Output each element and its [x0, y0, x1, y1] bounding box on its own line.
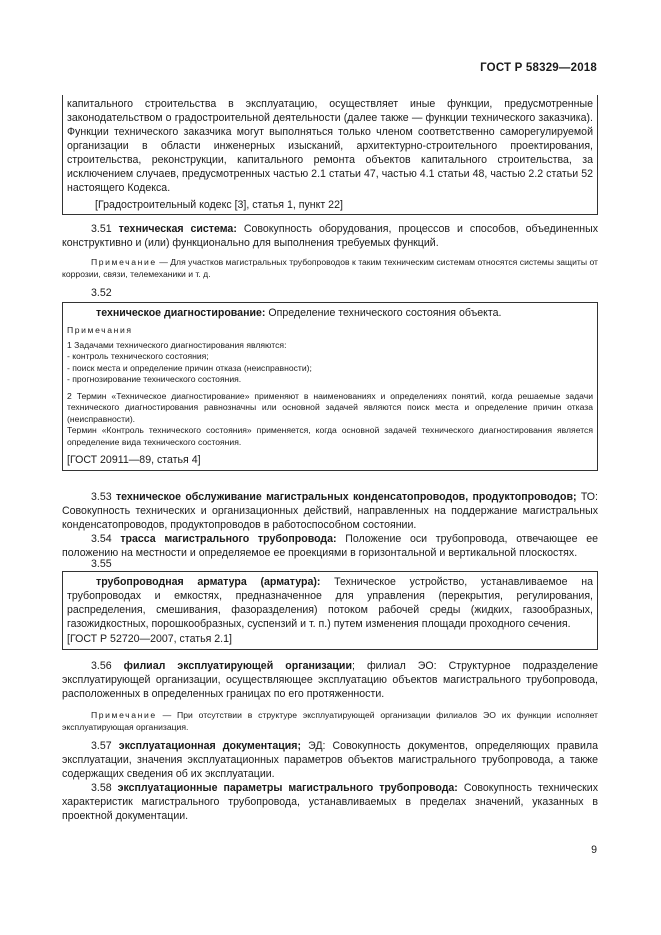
- note-label: Примечание: [91, 257, 157, 267]
- term-name: эксплуатационные параметры магистрального трубопровода:: [117, 782, 458, 794]
- term-3-57-definition: [62, 739, 598, 781]
- term-name: техническое диагностирование:: [96, 307, 266, 319]
- note-2: 2 Термин «Техническое диагностирование» применяют в наименованиях и определениях понятий, когда решаемые задачи технического диагностирования равнозначны или основной задачей являются поиск места и определение причин отказа (неисправности).: [67, 390, 593, 424]
- term-definition: Техническое устройство, устанавливаемое на трубопроводах и емкостях, предназначенное для управления (перекрытия, регулирования, распределения, смешивания, фазоразделения) потоком рабочей среды (жидких, газообразных, газожидкостных, порошкообразных, суспензий и т. п.) путем изменения площади проходного сечения.: [67, 576, 593, 630]
- box-top-source: [Градостроительный кодекс [3], статья 1, пункт 22]: [95, 199, 343, 211]
- term-3-58-definition: [62, 781, 598, 823]
- term-3-52-number: [62, 286, 598, 300]
- term-name: трубопроводная арматура (арматура):: [96, 576, 321, 588]
- term-3-51: [62, 222, 598, 280]
- list-item: - прогнозирование технического состояния.: [67, 374, 242, 384]
- list-item: - поиск места и определение причин отказа (неисправности);: [67, 362, 312, 373]
- notes-label: Примечания: [67, 325, 133, 335]
- document-id: ГОСТ Р 58329—2018: [480, 62, 597, 74]
- term-name: техническое обслуживание магистральных конденсатопроводов, продуктопроводов;: [115, 491, 577, 503]
- term-3-55-box: [62, 571, 598, 650]
- term-3-51-definition: [62, 222, 598, 250]
- term-number: 3.54: [91, 533, 112, 545]
- term-number: 3.55: [91, 558, 112, 570]
- term-3-55-number: [62, 557, 598, 571]
- note-label: Примечание: [91, 710, 157, 720]
- term-3-55-source: [ГОСТ Р 52720—2007, статья 2.1]: [67, 633, 232, 645]
- term-3-56-definition: [62, 659, 598, 701]
- term-number: 3.58: [91, 782, 112, 794]
- term-name: техническая система:: [118, 223, 237, 235]
- terms-3-53-3-54: [62, 490, 598, 560]
- note-3: Термин «Контроль технического состояния» применяется, когда основной задачей технического диагностирования является определение вида технического состояния.: [67, 425, 593, 447]
- term-definition: ЭД: Совокупность документов, определяющих правила эксплуатации, значения эксплуатационных параметров объектов магистрального трубопровода, а также содержащих сведения об их эксплуатации.: [62, 740, 598, 780]
- term-3-52-definition: [67, 306, 593, 320]
- term-3-52-box: [62, 302, 598, 471]
- term-definition: Положение оси трубопровода, отвечающее ее положению на местности и определяемое ее проекциями в горизонтальной и вертикальной плоскостях.: [62, 533, 599, 559]
- term-3-55-definition: [67, 575, 593, 631]
- term-definition: Определение технического состояния объекта.: [265, 307, 502, 319]
- term-number: 3.57: [91, 740, 112, 752]
- term-3-56-note: [62, 710, 598, 733]
- term-name: филиал эксплуатирующей организации: [123, 660, 352, 672]
- note-1: 1 Задачами технического диагностирования являются:: [67, 339, 287, 350]
- term-3-53-definition: [62, 490, 598, 532]
- term-definition: ТО: Совокупность технических и организационных действий, направленных на поддержание магистральных конденсатопроводов, продуктопроводов в работоспособном состоянии.: [62, 491, 598, 531]
- term-name: эксплуатационная документация;: [118, 740, 301, 752]
- box-continued-definition: [62, 95, 598, 215]
- term-definition: Совокупность технических характеристик магистрального трубопровода, устанавливаемых в пределах значений, указанных в проектной документации.: [62, 782, 598, 822]
- term-3-51-note: [62, 257, 598, 280]
- page-number: 9: [591, 844, 597, 856]
- term-definition: Совокупность оборудования, процессов и способов, объединенных конструктивно и (или) функционально для выполнения требуемых функций.: [62, 223, 598, 249]
- term-3-52-source: [ГОСТ 20911—89, статья 4]: [67, 454, 201, 466]
- term-definition: ; филиал ЭО: Структурное подразделение эксплуатирующей организации, осуществляющее эксплуатацию объектов магистрального трубопровода, расположенных в определенных границах по его протяженности.: [62, 660, 598, 700]
- term-3-56: [62, 659, 598, 733]
- term-number: 3.51: [91, 223, 112, 235]
- note-text: — Для участков магистральных трубопроводов к таким техническим системам относятся системы защиты от коррозии, связи, телемеханики и т. д.: [62, 257, 598, 279]
- list-item: - контроль технического состояния;: [67, 351, 209, 361]
- terms-3-57-3-58: [62, 739, 598, 823]
- term-name: трасса магистрального трубопровода:: [120, 533, 337, 545]
- box-top-text: капитального строительства в эксплуатацию, осуществляет иные функции, предусмотренные законодательством о градостроительной деятельности (далее также — функции технического заказчика). Функции технического заказчика могут выполняться только членом соответственно саморегулируемой организации в области инженерных изысканий, архитектурно-строительного проектирования, строительства, реконструкции, капитального ремонта объектов капитального строительства, за исключением случаев, предусмотренных частью 2.1 статьи 47, частью 4.1 статьи 48, частью 2.2 статьи 52 настоящего Кодекса.: [67, 98, 593, 194]
- note-text: — При отсутствии в структуре эксплуатирующей организации филиалов ЭО их функции исполняет эксплуатирующая организация.: [62, 710, 598, 732]
- term-number: 3.52: [91, 287, 112, 299]
- term-number: 3.56: [91, 660, 112, 672]
- term-number: 3.53: [91, 491, 112, 503]
- term-3-54-definition: [62, 532, 598, 560]
